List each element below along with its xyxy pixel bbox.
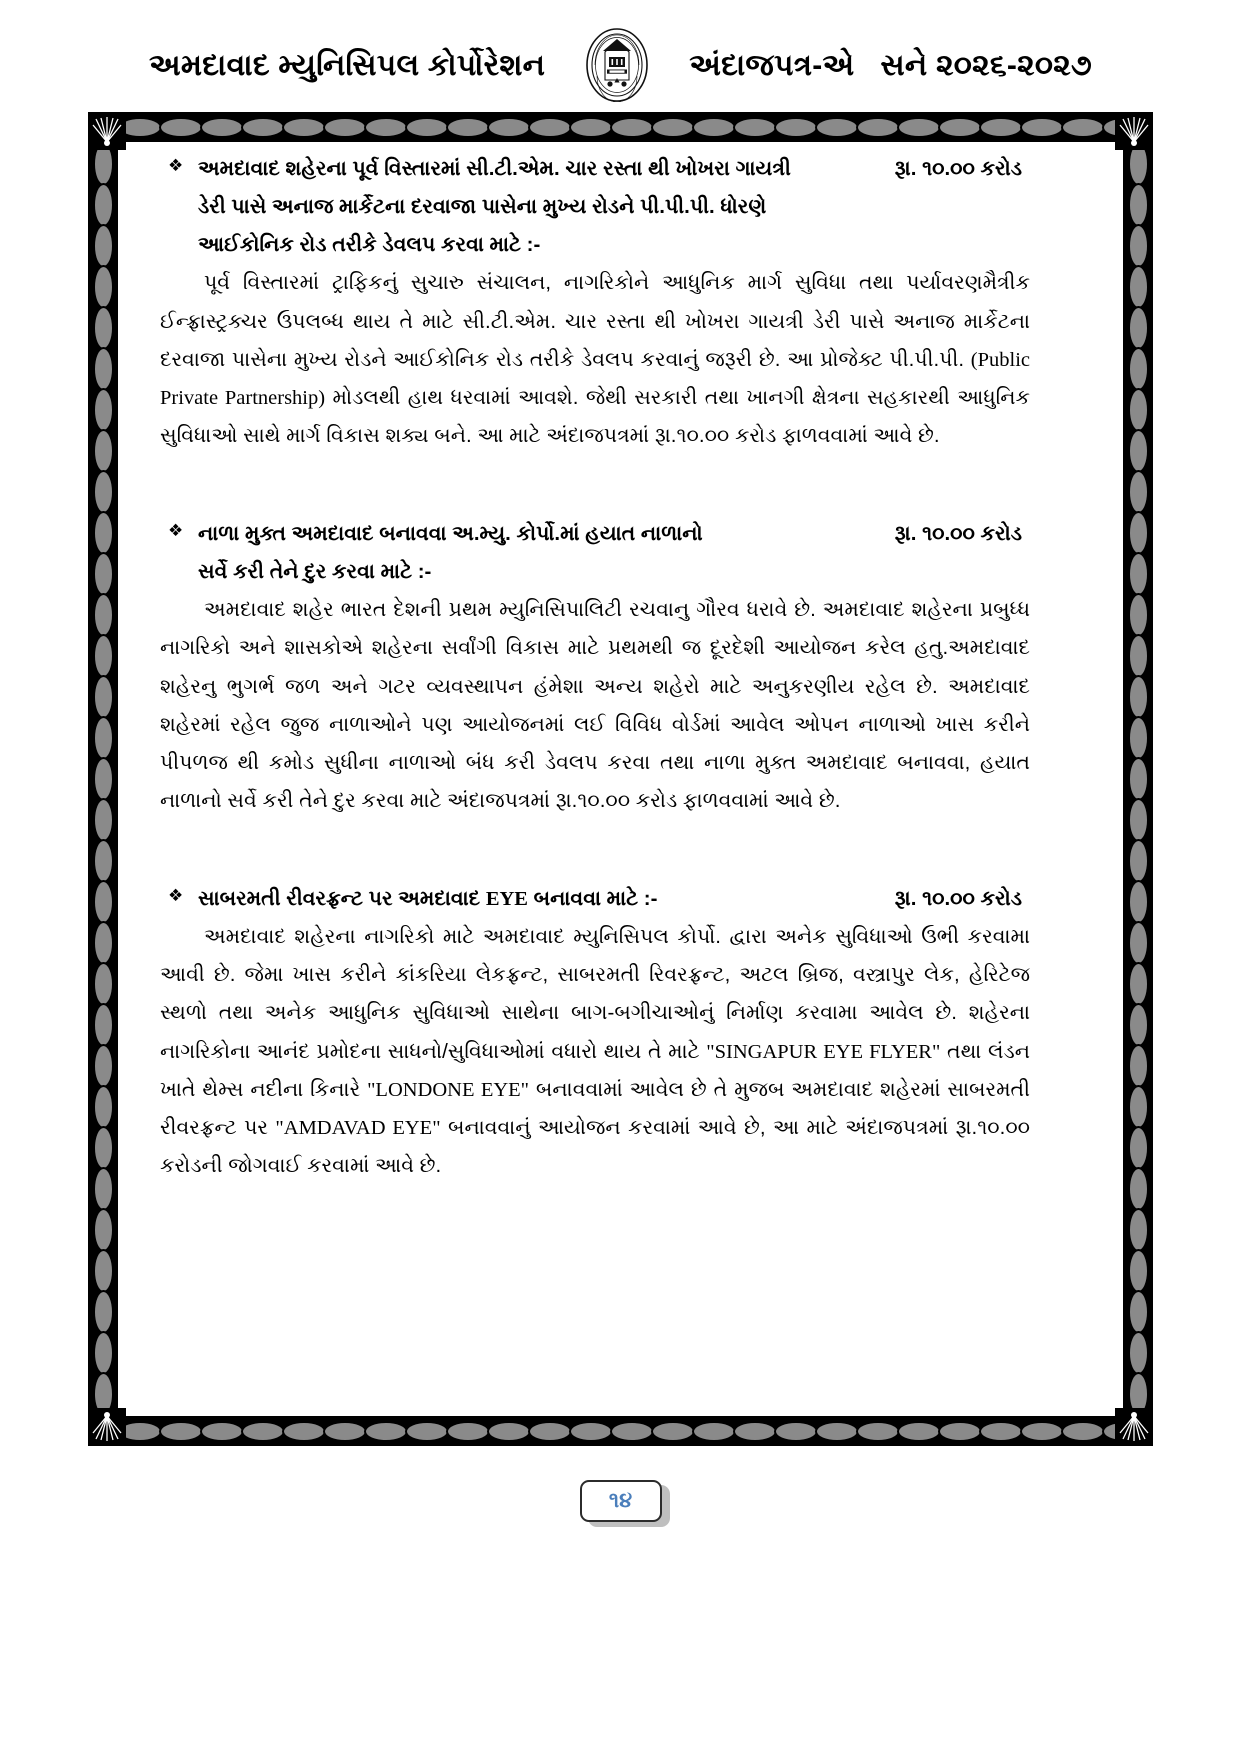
budget-item-iconic-road [160, 150, 1030, 455]
border-ornament-oval [897, 1421, 941, 1442]
border-ornament-oval [1128, 224, 1149, 268]
border-ornament-oval [1128, 634, 1149, 678]
border-ornament-oval [93, 757, 114, 801]
border-corner-top-right-starburst-icon [1115, 112, 1153, 150]
border-ornament-oval [938, 117, 982, 138]
border-ornament-oval [446, 117, 490, 138]
border-ornament-oval [1128, 429, 1149, 473]
border-ornament-oval [1128, 306, 1149, 350]
border-ornament-oval [856, 1421, 900, 1442]
border-ornament-oval [93, 1126, 114, 1170]
border-ornament-oval [692, 1421, 736, 1442]
border-ornament-oval [569, 117, 613, 138]
border-ornament-oval [93, 1331, 114, 1375]
paragraph-part-2: તથા લંડન ખાતે થેમ્સ નદીના કિનારે [160, 1039, 1030, 1101]
border-ornament-oval [897, 117, 941, 138]
heading-text-line3: આઈકોનિક રોડ તરીકે ડેવલપ કરવા માટે :- [198, 233, 541, 257]
border-ornament-oval [1128, 921, 1149, 965]
border-ornament-oval [1128, 962, 1149, 1006]
heading-first-row [198, 515, 1030, 553]
border-ornament-oval [93, 470, 114, 514]
paragraph-part-1: પૂર્વ વિસ્તારમાં ટ્રાફિકનું સુચારુ સંચાલન, નાગરિકોને આધુનિક માર્ગ સુવિધા તથા પર્યાવરણમૈત્રીક ઈન્ફ્રાસ્ટ્રક્ચર ઉપલબ્ધ થાય તે માટે સી.ટી.એમ. ચાર રસ્તા થી ખોખરા ગાયત્રી ડેરી પાસે અનાજ માર્કેટના દરવાજા પાસેના મુખ્ય રોડને આઈકોનિક રોડ તરીકે ડેવલપ કરવાનું જરૂરી છે. આ પ્રોજેક્ટ પી.પી.પી. [160, 271, 1030, 371]
budget-amount: રૂા. ૧૦.૦૦ કરોડ [894, 522, 1022, 545]
paragraph-part-1: અમદાવાદ શહેરના નાગરિકો માટે અમદાવાદ મ્યુનિસિપલ કોર્પો. દ્વારા અનેક સુવિધાઓ ઉભી કરવામા આવી છે. જેમા ખાસ કરીને કાંકરિયા લેકફ્રન્ટ, સાબરમતી રિવરફ્રન્ટ, અટલ બ્રિજ, વસ્ત્રાપુર લેક, હેરિટેજ સ્થળો તથા અનેક આધુનિક સુવિધાઓ સાથેના બાગ-બગીચાઓનું નિર્માણ કરવામા આવેલ છે. શહેરના નાગરિકોના આનંદ પ્રમોદના સાધનો/સુવિધાઓમાં વધારો થાય તે માટે [160, 925, 1030, 1063]
border-ornament-oval [200, 1421, 244, 1442]
border-ornament-oval [241, 1421, 285, 1442]
border-ornament-oval [733, 1421, 777, 1442]
page-header [0, 26, 1241, 104]
border-ornament-oval [159, 117, 203, 138]
border-ornament-oval [1020, 117, 1064, 138]
border-ornament-oval [774, 1421, 818, 1442]
border-ornament-oval [856, 117, 900, 138]
border-ornament-oval [815, 1421, 859, 1442]
border-ornament-oval [1128, 880, 1149, 924]
border-ornament-oval [487, 1421, 531, 1442]
heading-part-a: સાબરમતી રીવરફ્રન્ટ પર અમદાવાદ [198, 887, 486, 910]
border-ornament-oval [93, 1167, 114, 1211]
border-ornament-oval [93, 921, 114, 965]
paragraph-part-4: બનાવવાનું આયોજન કરવામાં આવે છે, આ માટે અંદાજપત્રમાં રૂા.૧૦.૦૦ કરોડની જોગવાઈ કરવામાં આવે છે. [160, 1115, 1031, 1177]
border-corner-bottom-right-starburst-icon [1115, 1408, 1153, 1446]
budget-item-paragraph: અમદાવાદ શહેર ભારત દેશની પ્રથમ મ્યુનિસિપાલિટી રચવાનુ ગૌરવ ધરાવે છે. અમદાવાદ શહેરના પ્રબુધ્ધ નાગરિકો અને શાસકોએ શહેરના સર્વાંગી વિકાસ માટે પ્રથમથી જ દૂરદેશી આયોજન કરેલ હતુ.અમદાવાદ શહેરનુ ભુગર્ભ જળ અને ગટર વ્યવસ્થાપન હંમેશા અન્ય શહેરો માટે અનુકરણીય રહેલ છે. અમદાવાદ શહેરમાં રહેલ જુજ નાળાઓને પણ આયોજનમાં લઈ વિવિધ વોર્ડમાં આવેલ ઓપન નાળાઓ ખાસ કરીને પીપળજ થી કમોડ સુધીના નાળાઓ બંધ કરી ડેવલપ કરવા તથા નાળા મુક્ત અમદાવાદ બનાવવા, હયાત નાળાનો સર્વે કરી તેને દુર કરવા માટે અંદાજપત્રમાં રૂા.૧૦.૦૦ કરોડ ફાળવવામાં આવે છે. [160, 598, 1030, 812]
bullet-diamond-icon: ❖ [168, 521, 184, 540]
document-body [160, 150, 1030, 1211]
heading-text-line1 [198, 880, 657, 918]
paragraph-english-term: (Public Private Partnership) [160, 348, 1030, 409]
border-ornament-oval [282, 1421, 326, 1442]
budget-item-heading [160, 515, 1030, 591]
border-ornament-oval [569, 1421, 613, 1442]
heading-text-line1: નાળા મુક્ત અમદાવાદ બનાવવા અ.મ્યુ. કોર્પો.માં હયાત નાળાનો [198, 522, 703, 545]
header-year-label: સને ૨૦૨૬-૨૦૨૭ [880, 48, 1092, 82]
border-band-top [118, 112, 1123, 142]
header-budget-label: અંદાજપત્ર-એ [689, 48, 855, 82]
border-ornament-oval [93, 1003, 114, 1047]
border-ornament-oval [1128, 593, 1149, 637]
border-band-right [1123, 142, 1153, 1416]
border-ornament-oval [405, 117, 449, 138]
page-number-badge [580, 1480, 662, 1522]
budget-item-paragraph [160, 264, 1030, 455]
border-ornament-oval [1128, 1085, 1149, 1129]
border-ornament-oval [282, 117, 326, 138]
heading-first-row [198, 150, 1030, 188]
border-ornament-oval [93, 1044, 114, 1088]
border-ornament-oval [1128, 511, 1149, 555]
border-ornament-oval [93, 511, 114, 555]
border-ornament-oval [1128, 1290, 1149, 1334]
paragraph-part-3: બનાવવામાં આવેલ છે તે મુજબ અમદાવાદ શહેરમાં સાબરમતી રીવરફ્રન્ટ પર [160, 1077, 1031, 1139]
border-ornament-oval [815, 117, 859, 138]
border-ornament-oval [774, 117, 818, 138]
border-ornament-oval [93, 593, 114, 637]
border-ornament-oval [446, 1421, 490, 1442]
border-ornament-oval [528, 1421, 572, 1442]
border-ornament-oval [1128, 388, 1149, 432]
quoted-term-singapur-eye-flyer: "SINGAPUR EYE FLYER" [706, 1040, 941, 1063]
border-band-left [88, 142, 118, 1416]
border-ornament-oval [1128, 265, 1149, 309]
border-ornament-oval [1128, 675, 1149, 719]
border-ornament-oval [93, 839, 114, 883]
border-ornament-oval [93, 1208, 114, 1252]
border-ornament-oval [1128, 839, 1149, 883]
border-ornament-oval [1128, 1331, 1149, 1375]
border-ornament-oval [1128, 1167, 1149, 1211]
border-ornament-oval [610, 1421, 654, 1442]
budget-item-paragraph [160, 918, 1030, 1185]
border-ornament-oval [323, 117, 367, 138]
border-ornament-oval [93, 1085, 114, 1129]
border-ornament-oval [93, 347, 114, 391]
heading-english-term: EYE [485, 888, 528, 910]
budget-item-heading [160, 880, 1030, 918]
amc-seal-icon [585, 28, 649, 102]
border-ornament-oval [733, 117, 777, 138]
border-ornament-oval [938, 1421, 982, 1442]
border-corner-top-left-starburst-icon [88, 112, 126, 150]
heading-text-line2: ડેરી પાસે અનાજ માર્કેટના દરવાજા પાસેના મુખ્ય રોડને પી.પી.પી. ધોરણે [198, 195, 767, 219]
page-number-area [0, 1480, 1241, 1522]
border-ornament-oval [364, 117, 408, 138]
paragraph-part-2: મોડલથી હાથ ધરવામાં આવશે. જેથી સરકારી તથા ખાનગી ક્ષેત્રના સહકારથી આધુનિક સુવિધાઓ સાથે માર્ગ વિકાસ શક્ય બને. આ માટે અંદાજપત્રમાં રૂા.૧૦.૦૦ કરોડ ફાળવવામાં આવે છે. [160, 385, 1030, 447]
border-ornament-oval [93, 552, 114, 596]
border-ornament-oval [1128, 1208, 1149, 1252]
border-ornament-oval [93, 265, 114, 309]
heading-text-line1: અમદાવાદ શહેરના પૂર્વ વિસ્તારમાં સી.ટી.એમ. ચાર રસ્તા થી ખોખરા ગાયત્રી [198, 157, 791, 180]
heading-part-b: બનાવવા માટે :- [527, 887, 658, 910]
border-ornament-oval [93, 798, 114, 842]
border-band-bottom [118, 1416, 1123, 1446]
border-ornament-oval [610, 117, 654, 138]
border-ornament-oval [364, 1421, 408, 1442]
border-ornament-oval [93, 429, 114, 473]
border-ornament-oval [692, 117, 736, 138]
header-left-title: અમદાવાદ મ્યુનિસિપલ કોર્પોરેશન [149, 48, 546, 82]
border-ornament-oval [93, 1249, 114, 1293]
bullet-diamond-icon: ❖ [168, 156, 184, 175]
budget-amount: રૂા. ૧૦.૦૦ કરોડ [894, 887, 1022, 910]
border-ornament-oval [241, 117, 285, 138]
border-ornament-oval [200, 117, 244, 138]
border-corner-bottom-left-starburst-icon [88, 1408, 126, 1446]
border-ornament-oval [93, 1290, 114, 1334]
border-ornament-oval [1061, 1421, 1105, 1442]
border-ornament-oval [1128, 1249, 1149, 1293]
border-ornament-oval [979, 1421, 1023, 1442]
border-ornament-oval [1128, 798, 1149, 842]
section-spacer [160, 481, 1030, 515]
border-ornament-oval [1128, 757, 1149, 801]
border-ornament-oval [1128, 1126, 1149, 1170]
border-ornament-oval [93, 183, 114, 227]
header-right-title [689, 49, 1092, 82]
border-ornament-oval [1128, 347, 1149, 391]
border-ornament-oval [1128, 470, 1149, 514]
border-ornament-oval [651, 1421, 695, 1442]
border-ornament-oval [93, 880, 114, 924]
page-number-value: ૧૪ [580, 1480, 662, 1522]
section-spacer [160, 846, 1030, 880]
border-ornament-oval [405, 1421, 449, 1442]
border-ornament-oval [93, 634, 114, 678]
border-ornament-oval [979, 117, 1023, 138]
border-ornament-oval [93, 962, 114, 1006]
border-ornament-oval [323, 1421, 367, 1442]
bullet-diamond-icon: ❖ [168, 886, 184, 905]
border-ornament-oval [93, 716, 114, 760]
border-ornament-oval [1061, 117, 1105, 138]
border-ornament-oval [1128, 1003, 1149, 1047]
heading-first-row [198, 880, 1030, 918]
budget-item-nala-mukt [160, 515, 1030, 820]
quoted-term-amdavad-eye: "AMDAVAD EYE" [275, 1116, 441, 1139]
border-ornament-oval [93, 675, 114, 719]
border-ornament-oval [1128, 1044, 1149, 1088]
border-ornament-oval [1128, 552, 1149, 596]
quoted-term-londone-eye: "LONDONE EYE" [367, 1078, 530, 1101]
border-ornament-oval [528, 117, 572, 138]
border-ornament-oval [93, 224, 114, 268]
border-ornament-oval [651, 117, 695, 138]
budget-item-amdavad-eye [160, 880, 1030, 1185]
border-ornament-oval [93, 306, 114, 350]
budget-item-heading [160, 150, 1030, 264]
border-ornament-oval [1020, 1421, 1064, 1442]
border-ornament-oval [1128, 716, 1149, 760]
border-ornament-oval [93, 388, 114, 432]
budget-amount: રૂા. ૧૦.૦૦ કરોડ [894, 157, 1022, 180]
border-ornament-oval [159, 1421, 203, 1442]
heading-text-line2: સર્વે કરી તેને દુર કરવા માટે :- [198, 560, 432, 584]
border-ornament-oval [1128, 183, 1149, 227]
border-ornament-oval [487, 117, 531, 138]
